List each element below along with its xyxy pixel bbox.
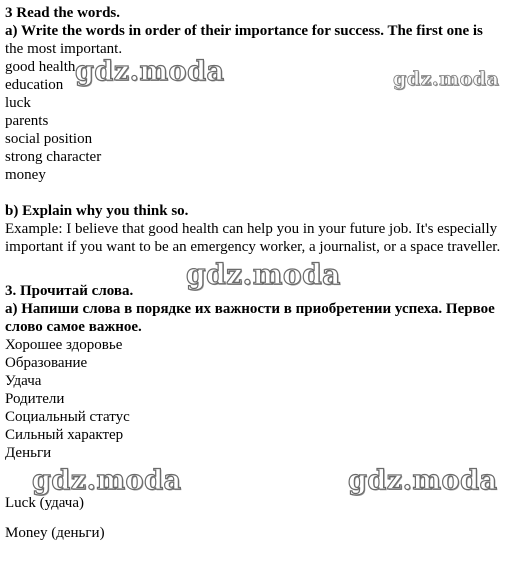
part-b-instruction-en: b) Explain why you think so. — [5, 203, 189, 219]
example-line-1: Example: I believe that good health can help you in your future job. It's especially — [5, 221, 498, 237]
answer-item: Money (деньги) — [5, 525, 105, 541]
word-item: social position — [5, 131, 93, 147]
word-item: luck — [5, 95, 31, 111]
word-item: strong character — [5, 149, 102, 165]
word-item: Хорошее здоровье — [5, 337, 123, 353]
part-a-instruction-en-cont: the most important. — [5, 41, 123, 57]
watermark-logo: gdz.moda — [75, 56, 225, 87]
word-item: Социальный статус — [5, 409, 130, 425]
part-a-instruction-ru-2: слово самое важное. — [5, 319, 142, 335]
word-item: parents — [5, 113, 49, 129]
watermark-logo: gdz.moda — [186, 258, 341, 291]
word-item: good health — [5, 59, 76, 75]
word-item: Родители — [5, 391, 65, 407]
watermark-logo: gdz.moda — [393, 68, 500, 90]
word-item: Образование — [5, 355, 88, 371]
part-a-instruction-ru-1: а) Напиши слова в порядке их важности в приобретении успеха. Первое — [5, 301, 495, 317]
task-heading-ru: 3. Прочитай слова. — [5, 283, 134, 299]
word-item: Удача — [5, 373, 42, 389]
part-a-instruction-en: a) Write the words in order of their importance for success. The first one is — [5, 23, 483, 39]
word-item: money — [5, 167, 46, 183]
word-item: Сильный характер — [5, 427, 124, 443]
answer-item: Luck (удача) — [5, 495, 85, 511]
word-list-en — [5, 58, 517, 184]
word-item: education — [5, 77, 64, 93]
watermark-logo: gdz.moda — [348, 465, 498, 496]
document-page — [5, 4, 517, 542]
task-heading-en: 3 Read the words. — [5, 5, 120, 21]
example-line-2: important if you want to be an emergency worker, a journalist, or a space traveller. — [5, 239, 501, 255]
word-list-ru — [5, 336, 517, 462]
watermark-logo: gdz.moda — [32, 465, 182, 496]
word-item: Деньги — [5, 445, 52, 461]
